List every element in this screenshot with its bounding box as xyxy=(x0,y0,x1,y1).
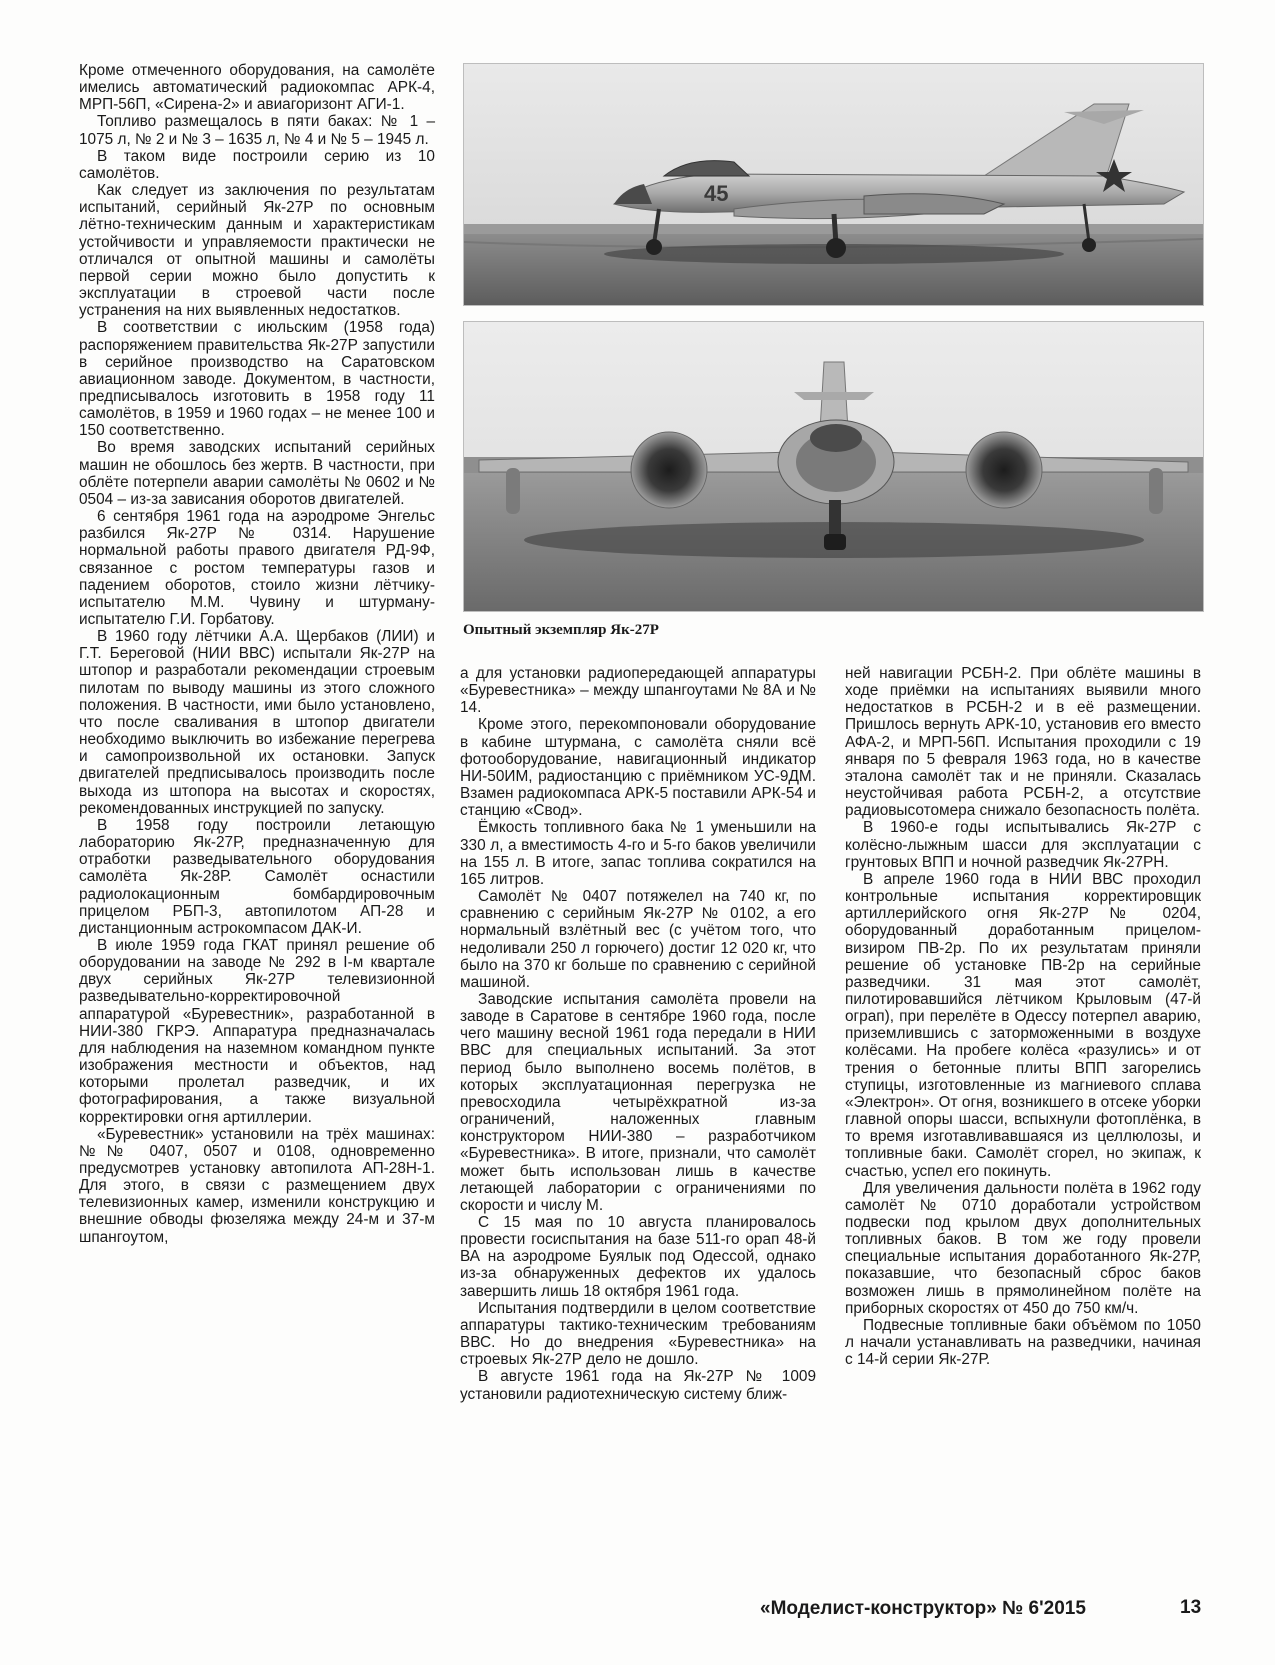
text-column-middle xyxy=(460,665,816,1403)
tail-number: 45 xyxy=(704,181,729,206)
page-number: 13 xyxy=(1180,1597,1202,1618)
paragraph: 6 сентября 1961 года на аэродроме Энгельс разбился Як-27Р № 0314. Нарушение нормальной работы правого двигателя РД-9Ф, связанное с ростом температуры газов и падением оборотов, стоило жизни лётчику-испытателю М.М. Чувину и штурману-испытателю Г.И. Горбатову. xyxy=(79,508,435,628)
paragraph: В августе 1961 года на Як-27Р № 1009 установили радиотехническую систему ближ- xyxy=(460,1368,816,1403)
photo-caption: Опытный экземпляр Як-27Р xyxy=(463,622,659,638)
aircraft-side-illustration xyxy=(464,64,1203,305)
aircraft-front-photo xyxy=(463,321,1204,612)
paragraph: «Буревестник» установили на трёх машинах: №№ 0407, 0507 и 0108, одновременно предусмотрев установку автопилота АП-28Н-1. Для этого, в связи с размещением двух телевизионных камер, изменили конструкцию и внешние обводы фюзеляжа между 24-м и 37-м шпангоутом, xyxy=(79,1125,435,1246)
aircraft-side-photo xyxy=(463,63,1204,306)
paragraph: Испытания подтвердили в целом соответствие аппаратуры тактико-техническим требованиям ВВС. Но до внедрения «Буревестника» на строевых Як-27Р дело не дошло. xyxy=(460,1299,816,1369)
paragraph: Во время заводских испытаний серийных машин не обошлось без жертв. В частности, при облёте потерпели аварии самолёты № 0602 и № 0504 – из-за зависания оборотов двигателей. xyxy=(79,439,435,508)
paragraph: С 15 мая по 10 августа планировалось провести госиспытания на базе 511-го орап 48-й ВА на аэродроме Буялык под Одессой, однако из-за обнаруженных дефектов их удалось завершить лишь 18 октября 1961 года. xyxy=(460,1214,816,1300)
paragraph: Заводские испытания самолёта провели на заводе в Саратове в сентябре 1960 года, после чего машину весной 1961 года передали в НИИ ВВС для специальных испытаний. За этот период было выполнено восемь полётов, в которых эксплуатационная перегрузка не превосходила четырёхкратной из-за ограничений, наложенных главным конструктором НИИ-380 – разработчиком «Буревестника». В итоге, признали, что самолёт может быть использован лишь в качестве летающей лаборатории с ограничениями по скорости и числу М. xyxy=(460,990,816,1214)
paragraph: В июле 1959 года ГКАТ принял решение об оборудовании на заводе № 292 в I-м квартале двух серийных Як-27Р телевизионной разведывательно-корректировочной аппаратурой «Буревестник», разработанной в НИИ-380 ГКРЭ. Аппаратура предназначалась для наблюдения на наземном командном пункте изображения местности и объектов, над которыми пролетал разведчик, и их фотографирования, а также визуальной корректировки огня артиллерии. xyxy=(79,936,435,1126)
paragraph: Подвесные топливные баки объёмом по 1050 л начали устанавливать на разведчики, начиная с 14-й серии Як-27Р. xyxy=(845,1316,1201,1369)
paragraph: В 1960-е годы испытывались Як-27Р с колёсно-лыжным шасси для эксплуатации с грунтовых ВПП и ночной разведчик Як-27РН. xyxy=(845,819,1201,871)
aircraft-front-illustration xyxy=(464,322,1203,611)
paragraph: В 1958 году построили летающую лабораторию Як-27Р, предназначенную для отработки разведывательного оборудования самолёта Як-28Р. Самолёт оснастили радиолокационным бомбардировочным прицелом РБП-3, автопилотом АП-28 и дистанционным астрокомпасом ДАК-И. xyxy=(79,816,435,937)
text-column-left xyxy=(79,62,435,1246)
paragraph: Кроме отмеченного оборудования, на самолёте имелись автоматический радиокомпас АРК-4, МРП-56П, «Сирена-2» и авиагоризонт АГИ-1. xyxy=(79,62,435,114)
paragraph: Как следует из заключения по результатам испытаний, серийный Як-27Р по основным лётно-техническим данным и характеристикам устойчивости и управляемости практически не отличался от опытной машины и самолёты первой серии можно было допустить к эксплуатации в строевой части после устранения на них выявленных недостатков. xyxy=(79,182,435,320)
paragraph: Самолёт № 0407 потяжелел на 740 кг, по сравнению с серийным Як-27Р № 0102, а его нормальный взлётный вес (с учётом того, что недоливали 250 л горючего) достиг 12 020 кг, что было на 370 кг больше по сравнению с серийной машиной. xyxy=(460,888,816,991)
paragraph: Топливо размещалось в пяти баках: № 1 – 1075 л, № 2 и № 3 – 1635 л, № 4 и № 5 – 1945 л. xyxy=(79,113,435,148)
paragraph: Ёмкость топливного бака № 1 уменьшили на 330 л, а вместимость 4-го и 5-го баков увеличили на 155 л. В итоге, запас топлива сократился на 165 литров. xyxy=(460,819,816,888)
paragraph: В соответствии с июльским (1958 года) распоряжением правительства Як-27Р запустили в серийное производство на Саратовском авиационном заводе. Документом, в частности, предписывалось изготовить в 1958 году 11 самолётов, в 1959 и 1960 годах – не менее 100 и 150 соответственно. xyxy=(79,319,435,440)
paragraph: В таком виде построили серию из 10 самолётов. xyxy=(79,147,435,182)
paragraph: В апреле 1960 года в НИИ ВВС проходил контрольные испытания корректировщик артиллерийского огня Як-27Р № 0204, оборудованный доработанным прицелом-визиром ПВ-2р. По их результатам приняли решение об установке ПВ-2р на серийные разведчики. 31 мая этот самолёт, пилотировавшийся лётчиком Крыловым (47-й ограп), при перелёте в Одессу потерпел аварию, приземлившись с заторможенными в воздухе колёсами. На пробеге колёса «разулись» и от трения о бетонные плиты ВПП загорелись ступицы, изготовленные из магниевого сплава «Электрон». От огня, возникшего в отсеке уборки главной опоры шасси, вспыхнули фотоплёнка, в то время изготавливавшаяся из целлюлозы, и топливные баки. Самолёт сгорел, но экипаж, к счастью, успел его покинуть. xyxy=(845,870,1201,1180)
paragraph: ней навигации РСБН-2. При облёте машины в ходе приёмки на испытаниях выявили много недостатков в РСБН-2 и в её размещении. Пришлось вернуть АРК-10, установив его вместо АФА-2, и МРП-56П. Испытания проходили с 19 января по 5 февраля 1963 года, но в качестве эталона самолёт так и не приняли. Сказалась неустойчивая работа РСБН-2, а отсутствие радиовысотомера снижало безопасность полёта. xyxy=(845,665,1201,820)
journal-title: «Моделист-конструктор» № 6'2015 xyxy=(760,1598,1086,1619)
paragraph: а для установки радиопередающей аппаратуры «Буревестника» – между шпангоутами № 8А и № 14. xyxy=(460,665,816,717)
text-column-right xyxy=(845,665,1201,1368)
paragraph: Для увеличения дальности полёта в 1962 году самолёт № 0710 доработали устройством подвески под крылом двух дополнительных топливных баков. В том же году провели специальные испытания доработанного Як-27Р, показавшие, что безопасный сброс баков возможен лишь в прямолинейном полёте на приборных скоростях от 450 до 750 км/ч. xyxy=(845,1179,1201,1317)
paragraph: В 1960 году лётчики А.А. Щербаков (ЛИИ) и Г.Т. Береговой (НИИ ВВС) испытали Як-27Р на штопор и разработали рекомендации строевым пилотам по выводу машины из этого сложного положения. В частности, ими было установлено, что после сваливания в штопор двигатели необходимо выключить во избежание перегрева и самопроизвольной их остановки. Запуск двигателей предписывалось производить после выхода из штопора на высотах и скоростях, рекомендованных инструкцией по запуску. xyxy=(79,628,435,817)
paragraph: Кроме этого, перекомпоновали оборудование в кабине штурмана, с самолёта сняли всё фотооборудование, навигационный индикатор НИ-50ИМ, радиостанцию с приёмником УС-9ДМ. Взамен радиокомпаса АРК-5 поставили АРК-54 и станцию «Свод». xyxy=(460,716,816,820)
